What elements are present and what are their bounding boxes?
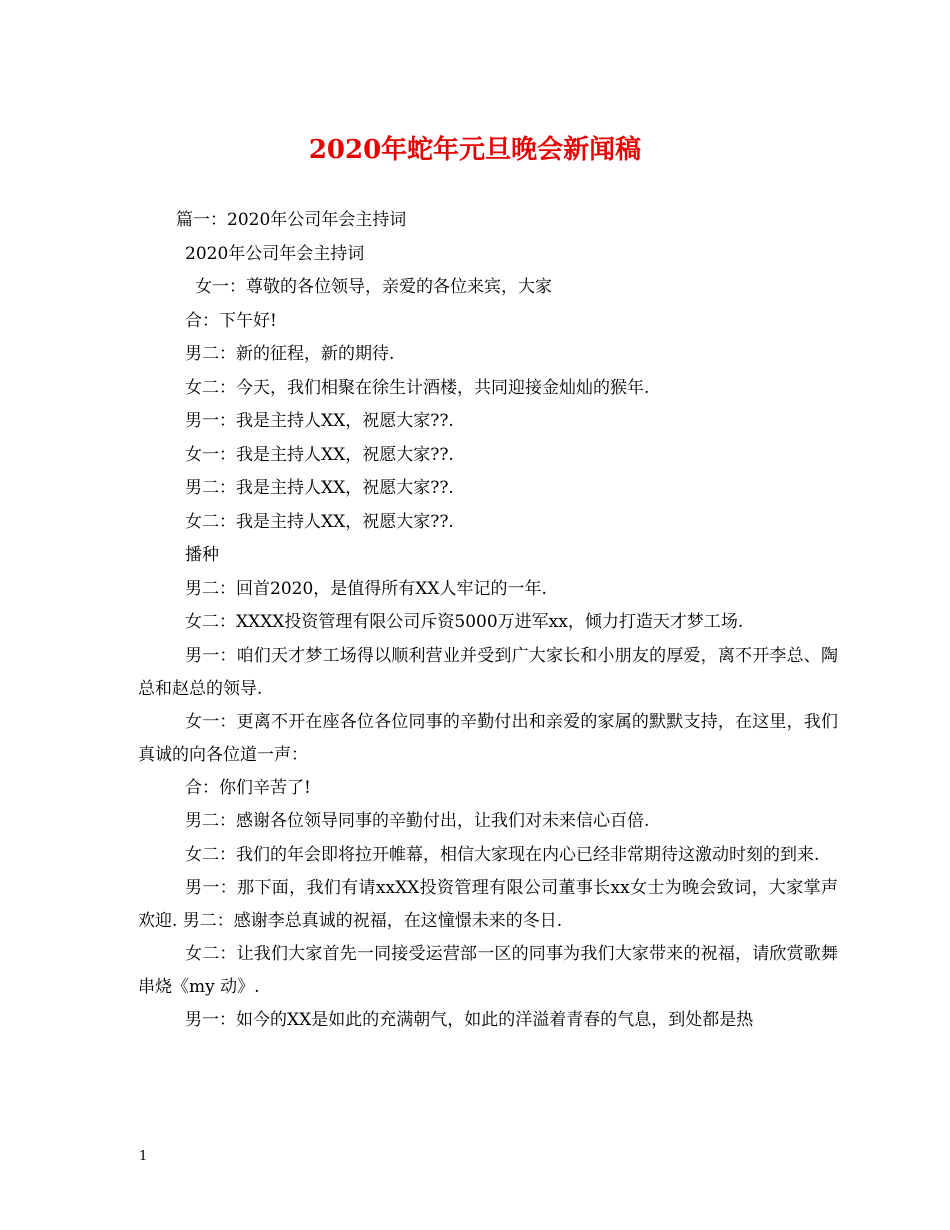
page-number: 1 [139,1149,148,1164]
text-line: 合：下午好! [185,310,277,331]
text-paragraph: 男一：咱们天才梦工场得以顺利营业并受到广大家长和小朋友的厚爱，离不开李总、陶总和赵总的领导. [138,645,838,699]
text-line: 女二：XXXX投资管理有限公司斥资5000万进军xx，倾力打造天才梦工场. [185,612,744,632]
text-line: 篇一：2020年公司年会主持词 [176,210,407,230]
text-paragraph: 女二：让我们大家首先一同接受运营部一区的同事为我们大家带来的祝福，请欣赏歌舞串烧《my 动》. [138,943,838,997]
text-line: 男二：我是主持人XX，祝愿大家??. [185,478,454,498]
document-title: 2020年蛇年元旦晚会新闻稿 [308,135,642,165]
text-line: 女一：尊敬的各位领导，亲爱的各位来宾，大家 [195,277,552,297]
text-line: 男一：我是主持人XX，祝愿大家??. [185,411,454,431]
text-line: 女一：我是主持人XX，祝愿大家??. [185,444,454,465]
text-paragraph: 男一：那下面，我们有请xxXX投资管理有限公司董事长xx女士为晚会致词，大家掌声欢迎. 男二：感谢李总真诚的祝福，在这憧憬未来的冬日. [138,877,838,931]
text-line: 播种 [185,545,219,565]
text-paragraph: 女一：更离不开在座各位各位同事的辛勤付出和亲爱的家属的默默支持，在这里，我们真诚的向各位道一声： [138,711,838,765]
text-paragraph: 女二：我们的年会即将拉开帷幕，相信大家现在内心已经非常期待这激动时刻的到来. [185,844,820,865]
text-line: 男二：回首2020，是值得所有XX人牢记的一年. [185,578,547,599]
text-line: 2020年公司年会主持词 [185,243,365,264]
text-line: 男一：如今的XX是如此的充满朝气，如此的洋溢着青春的气息，到处都是热 [185,1009,754,1030]
text-line: 女二：我是主持人XX，祝愿大家??. [185,511,454,532]
text-line: 女二：今天，我们相聚在徐生计酒楼，共同迎接金灿灿的猴年. [185,377,650,398]
document-body [138,204,838,1037]
text-line: 合：你们辛苦了! [185,777,311,798]
text-line: 男二：新的征程，新的期待. [185,344,395,364]
text-line: 男二：感谢各位领导同事的辛勤付出，让我们对未来信心百倍. [185,811,650,831]
